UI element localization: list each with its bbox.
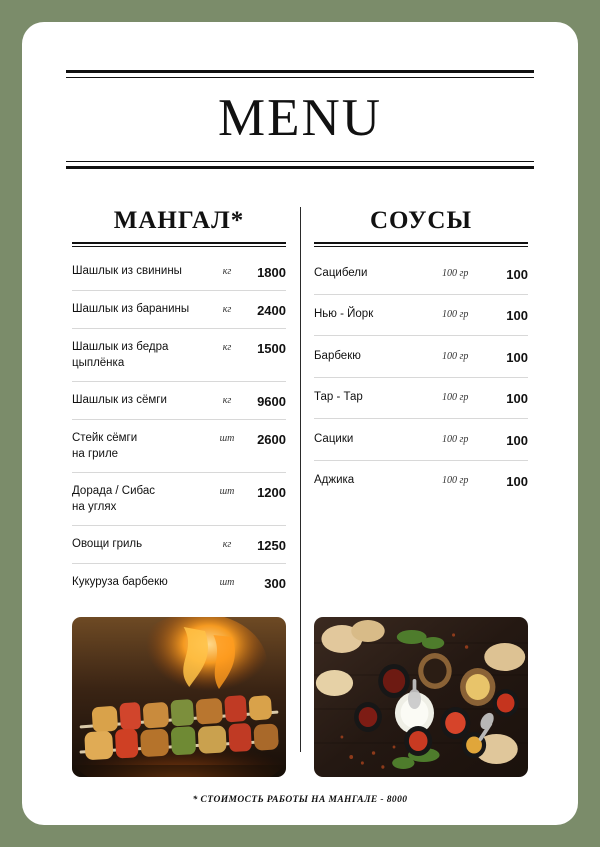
menu-item xyxy=(72,420,286,473)
menu-item xyxy=(72,253,286,291)
item-name: Аджика xyxy=(314,474,355,486)
menu-item xyxy=(314,336,528,378)
menu-item xyxy=(72,526,286,564)
item-name: Шашлык из бедра цыплёнка xyxy=(72,341,169,369)
item-unit: кг xyxy=(222,304,232,315)
item-price: 2400 xyxy=(257,303,286,318)
menu-item xyxy=(72,329,286,382)
section-heading-grill: МАНГАЛ* xyxy=(113,207,245,234)
sauces-bowls-photo xyxy=(314,617,528,777)
item-price: 100 xyxy=(506,266,528,282)
item-price: 100 xyxy=(506,474,528,489)
item-name: Барбекю xyxy=(314,349,361,362)
item-price: 100 xyxy=(506,349,528,365)
item-price: 300 xyxy=(264,576,286,592)
section-rule-sauces-thin xyxy=(314,246,528,247)
item-unit: 100 гр xyxy=(442,392,469,403)
item-price: 100 xyxy=(506,432,528,448)
menu-item xyxy=(314,419,528,461)
item-unit: 100 гр xyxy=(442,267,469,279)
item-unit: кг xyxy=(222,266,232,277)
item-unit: 100 гр xyxy=(442,350,469,362)
section-rule-grill-thick xyxy=(72,242,286,244)
section-rule-grill-thin xyxy=(72,246,286,247)
photo-slot-sauces xyxy=(300,617,542,777)
menu-item xyxy=(314,295,528,337)
menu-item xyxy=(314,461,528,502)
item-price: 1250 xyxy=(257,538,286,554)
item-name: Шашлык из сёмги xyxy=(72,394,167,407)
item-name: Кукуруза барбекю xyxy=(72,576,168,589)
photo-slot-grill xyxy=(58,617,300,777)
item-unit: кг xyxy=(222,539,232,551)
menu-column-grill xyxy=(58,207,300,601)
item-unit: шт xyxy=(219,577,235,589)
item-unit: 100 гр xyxy=(442,309,469,320)
title-rule-bottom-thick xyxy=(66,166,534,169)
item-name: Сацики xyxy=(314,432,354,445)
menu-column-sauces xyxy=(300,207,542,601)
menu-item xyxy=(72,473,286,526)
item-unit: 100 гр xyxy=(442,475,469,486)
menu-item xyxy=(72,382,286,420)
menu-item xyxy=(314,378,528,420)
item-name: Стейк сёмги на гриле xyxy=(72,432,138,460)
item-name: Овощи гриль xyxy=(72,538,143,551)
item-price: 1800 xyxy=(257,265,286,280)
menu-items-grill xyxy=(72,253,286,601)
column-divider xyxy=(300,207,301,752)
footer-note: * СТОИМОСТЬ РАБОТЫ НА МАНГАЛЕ - 8000 xyxy=(192,795,408,806)
title-rule-top-thick xyxy=(66,70,534,73)
item-unit: кг xyxy=(222,395,232,407)
item-name: Сацибели xyxy=(314,266,368,279)
title-rule-bottom-thin xyxy=(66,161,534,162)
item-price: 9600 xyxy=(257,394,286,410)
item-price: 2600 xyxy=(257,432,286,448)
section-heading-sauces: СОУСЫ xyxy=(369,207,473,234)
item-unit: шт xyxy=(219,433,235,445)
menu-page xyxy=(22,22,578,825)
menu-content xyxy=(46,48,554,807)
item-name: Дорада / Сибас на углях xyxy=(72,485,155,513)
item-price: 100 xyxy=(506,308,528,323)
menu-title-block xyxy=(66,66,534,169)
page-title: MENU xyxy=(217,89,383,147)
menu-item xyxy=(72,291,286,329)
grilled-skewers-photo xyxy=(72,617,286,777)
item-name: Тар - Тар xyxy=(314,391,363,403)
menu-columns xyxy=(46,207,554,601)
item-price: 100 xyxy=(506,391,528,406)
item-unit: кг xyxy=(222,342,232,353)
item-price: 1200 xyxy=(257,485,286,501)
menu-item xyxy=(72,564,286,601)
section-rule-sauces-thick xyxy=(314,242,528,244)
item-name: Шашлык из свинины xyxy=(72,265,182,277)
item-unit: 100 гр xyxy=(442,433,469,445)
item-name: Шашлык из баранины xyxy=(72,303,190,315)
item-price: 1500 xyxy=(257,341,286,356)
menu-item xyxy=(314,253,528,295)
item-name: Нью - Йорк xyxy=(314,308,374,320)
item-unit: шт xyxy=(219,486,235,498)
menu-items-sauces xyxy=(314,253,528,501)
